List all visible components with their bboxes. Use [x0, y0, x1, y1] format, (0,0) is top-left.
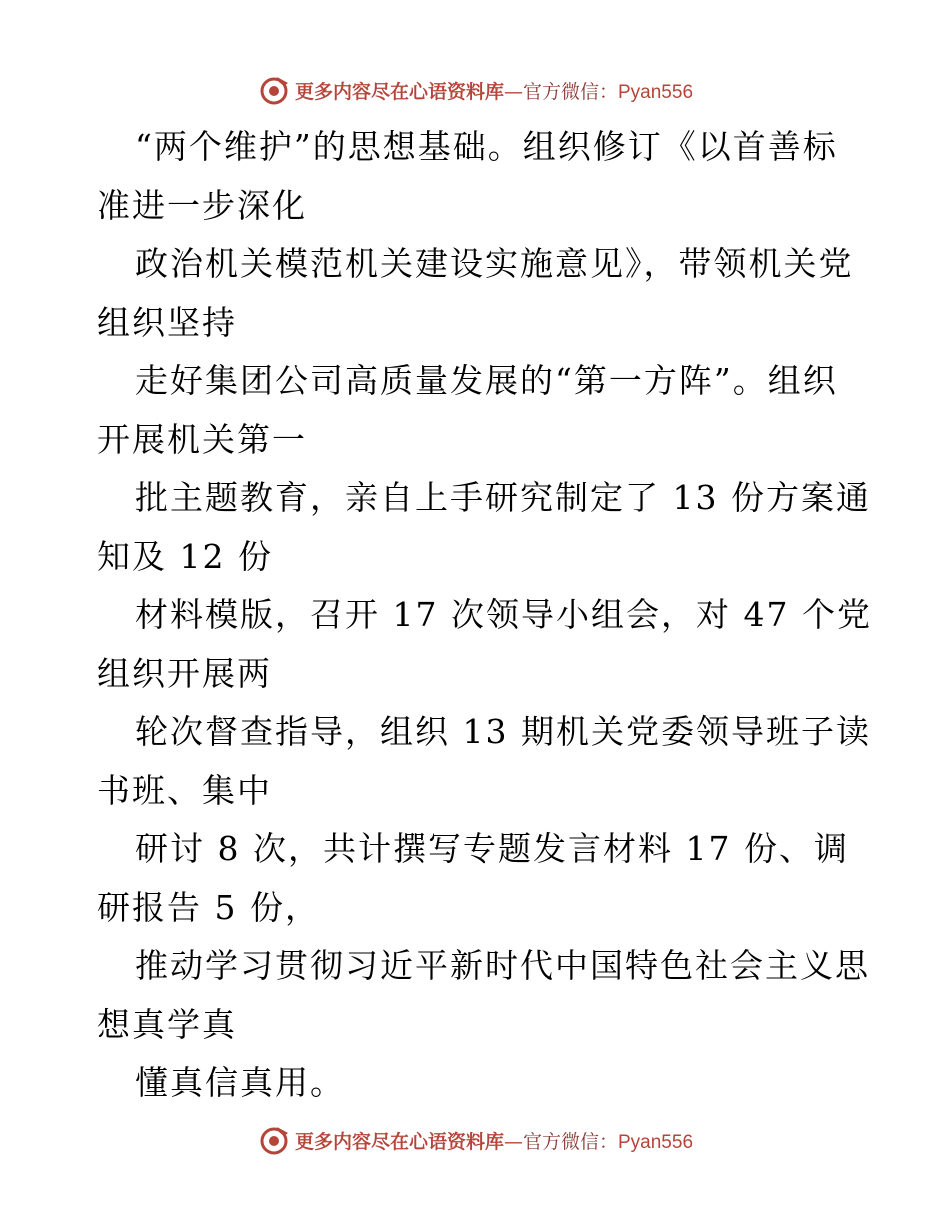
- body-line: 材料模版，召开 17 次领导小组会，对 47 个党: [135, 595, 872, 634]
- seal-logo-icon: [257, 1123, 291, 1157]
- body-line: 推动学习贯彻习近平新时代中国特色社会主义思: [135, 946, 870, 985]
- body-line: 懂真信真用。: [135, 1063, 345, 1102]
- document-body: [97, 118, 872, 1113]
- body-line: 组织开展两: [97, 653, 272, 693]
- body-line: 研报告 5 份，: [97, 887, 320, 927]
- body-line: “两个维护”的思想基础。组织修订《以首善标: [135, 127, 838, 166]
- body-line: 政治机关模范机关建设实施意见》，带领机关党: [135, 244, 854, 283]
- seal-logo-icon: [257, 73, 291, 107]
- watermark-wechat-id: Pyan556: [618, 81, 694, 103]
- watermark-wechat-label: 官方微信：: [522, 80, 618, 103]
- body-line: 想真学真: [97, 1004, 237, 1044]
- watermark-dash: —: [503, 1130, 523, 1153]
- body-line: 准进一步深化: [97, 185, 307, 225]
- watermark-wechat-id: Pyan556: [618, 1131, 694, 1153]
- body-line: 轮次督查指导，组织 13 期机关党委领导班子读: [135, 712, 871, 751]
- body-line: 开展机关第一: [97, 419, 307, 459]
- body-line: 组织坚持: [97, 302, 237, 342]
- watermark-main-text: 更多内容尽在心语资料库: [294, 80, 504, 103]
- header-watermark: [0, 70, 950, 110]
- body-line: 书班、集中: [97, 770, 272, 810]
- body-line: 走好集团公司高质量发展的“第一方阵”。组织: [135, 361, 838, 400]
- watermark-main-text: 更多内容尽在心语资料库: [294, 1130, 504, 1153]
- watermark-dash: —: [503, 80, 523, 103]
- footer-watermark: [0, 1120, 950, 1160]
- watermark-wechat-label: 官方微信：: [522, 1130, 618, 1153]
- body-line: 研讨 8 次，共计撰写专题发言材料 17 份、调: [135, 829, 849, 868]
- body-line: 知及 12 份: [97, 536, 273, 576]
- body-line: 批主题教育，亲自上手研究制定了 13 份方案通: [135, 478, 871, 517]
